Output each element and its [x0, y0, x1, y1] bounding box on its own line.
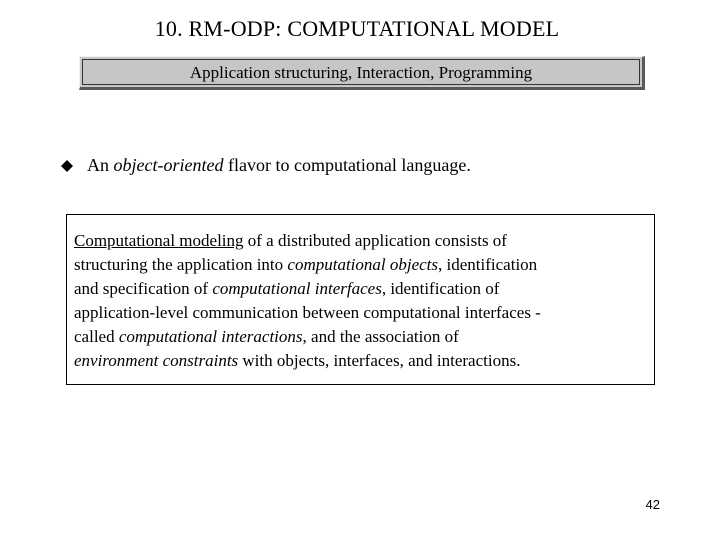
slide-title: 10. RM-ODP: COMPUTATIONAL MODEL — [154, 16, 560, 41]
definition-box — [66, 214, 655, 385]
definition-line-5-start: called — [74, 327, 119, 346]
bullet-text-after: flavor to computational language. — [223, 155, 471, 175]
bullet-text-italic: object-oriented — [113, 155, 224, 175]
diamond-bullet-icon — [61, 160, 73, 172]
definition-line-6 — [74, 349, 648, 373]
definition-line-2 — [74, 253, 648, 277]
bullet-text-before: An — [87, 155, 114, 175]
definition-line-5 — [74, 325, 648, 349]
bullet-point — [61, 155, 471, 176]
page-number: 42 — [645, 497, 660, 512]
bullet-text — [87, 155, 471, 176]
definition-line-3-end: , identification of — [381, 279, 500, 298]
definition-line-2-italic: computational objects — [287, 255, 439, 274]
definition-line-6-end: with objects, interfaces, and interactions. — [238, 351, 521, 370]
definition-line-2-end: , identification — [438, 255, 538, 274]
subtitle-bar — [79, 56, 645, 90]
definition-line-1-rest: of a distributed application consists of — [243, 231, 507, 250]
definition-line-3-start: and specification of — [74, 279, 213, 298]
definition-line-6-italic: environment constraints — [74, 351, 239, 370]
definition-term: Computational modeling — [74, 231, 244, 250]
subtitle-text: Application structuring, Interaction, Programming — [82, 59, 640, 85]
definition-line-5-end: , and the association of — [302, 327, 459, 346]
definition-line-2-start: structuring the application into — [74, 255, 288, 274]
definition-line-3-italic: computational interfaces — [212, 279, 382, 298]
definition-line-5-italic: computational interactions — [118, 327, 303, 346]
definition-line-3 — [74, 277, 648, 301]
definition-line-4: application-level communication between computational interfaces - — [74, 303, 541, 322]
definition-line-1 — [74, 229, 648, 253]
